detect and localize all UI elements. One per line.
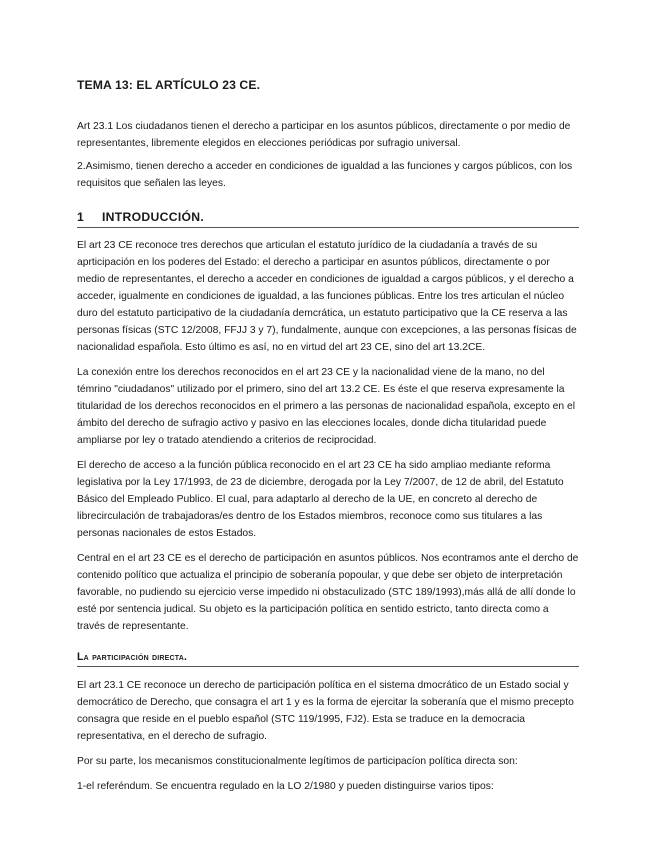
body-paragraph: El art 23.1 CE reconoce un derecho de participación política en el sistema dmocrático de un Estado social y democrático de Derecho, que consagra el art 1 y es la forma de ejercitar la soberanía que el mismo precepto consagra que reside en el pueblo español (STC 119/1995, FJ2). Esta se traduce en la democracia representativa, en el derecho de sufragio. bbox=[77, 680, 574, 742]
body-paragraph: La conexión entre los derechos reconocidos en el art 23 CE y la nacionalidad viene de la mano, no del témrino "ciudadanos" utilizado por el primero, sino del art 13.2 CE. Es éste el que reserva expresamente la titularidad de los derechos reconocidos en el primero a las personas de nacionalidad española, excepto en el ámbito del derecho de sufragio activo y pasivo en las elecciones locales, donde dicha titularidad puede ampliarse por ley o tratado atendiendo a criterios de reciprocidad. bbox=[77, 367, 576, 446]
article-paragraph: Art 23.1 Los ciudadanos tienen el derecho a participar en los asuntos públicos, directamente o por medio de representantes, libremente elegidos en elecciones periódicas por sufragio universal. bbox=[77, 121, 571, 149]
section-number: 1 bbox=[77, 210, 85, 224]
body-paragraph: 1-el referéndum. Se encuentra regulado en la LO 2/1980 y pueden distinguirse varios tipos: bbox=[77, 781, 494, 792]
section-heading-introduccion bbox=[77, 210, 579, 228]
document-title: TEMA 13: EL ARTÍCULO 23 CE. bbox=[77, 78, 261, 92]
body-paragraph: Por su parte, los mecanismos constitucionalmente legítimos de participacíon política directa son: bbox=[77, 756, 518, 767]
subsection-heading-participacion-directa: La participación directa. bbox=[77, 651, 579, 667]
body-paragraph: El art 23 CE reconoce tres derechos que articulan el estatuto jurídico de la ciudadanía a través de su aprticipación en los poderes del Estado: el derecho a participar en asuntos públicos, directamente o por medio de representantes, el derecho a acceder en condiciones de igualdad a cargos públicos, y el derecho a acceder, igualmente en condiciones de igualdad, a las funciones públicas. Entre los tres articulan el núcleo duro del estatuto participativo de la ciudadanía demcrática, un estatuto participativo que la CE reserva a las personas físicas (STC 12/2008, FFJJ 3 y 7), fundalmente, aunque con excepciones, a las personas físicas de nacionalidad española. Esto último es así, no en virtud del art 23 CE, sino del art 13.2CE. bbox=[77, 240, 577, 353]
article-text bbox=[77, 118, 579, 192]
section-title: INTRODUCCIÓN. bbox=[102, 210, 205, 224]
body-paragraph: El derecho de acceso a la función pública reconocido en el art 23 CE ha sido ampliao mediante reforma legislativa por la Ley 17/1993, de 23 de diciembre, derogada por la Ley 7/2007, de 12 de abril, del Estatuto Básico del Empleado Publico. El cual, para adaptarlo al derecho de la UE, en concreto al derecho de librecirculación de trabajadoras/es dentro de los Estados miembros, reconoce como sus titulares a las personas nacionales de estos Estados. bbox=[77, 460, 564, 539]
body-paragraph: Central en el art 23 CE es el derecho de participación en asuntos públicos. Nos econtramos ante el dercho de contenido político que actualiza el principio de soberanía popoular, y que debe ser objeto de interpretación favorable, no pudiendo su ejercicio verse impedido ni obstaculizado (STC 189/1993),más allá de allí donde lo esté por sentencia judical. Su objeto es la participación política en sentido estricto, tanto directa como a través de representante. bbox=[77, 553, 579, 632]
article-paragraph: 2.Asimismo, tienen derecho a acceder en condiciones de igualdad a las funciones y cargos públicos, con los requisitos que señalen las leyes. bbox=[77, 161, 573, 189]
document-body bbox=[77, 78, 579, 803]
